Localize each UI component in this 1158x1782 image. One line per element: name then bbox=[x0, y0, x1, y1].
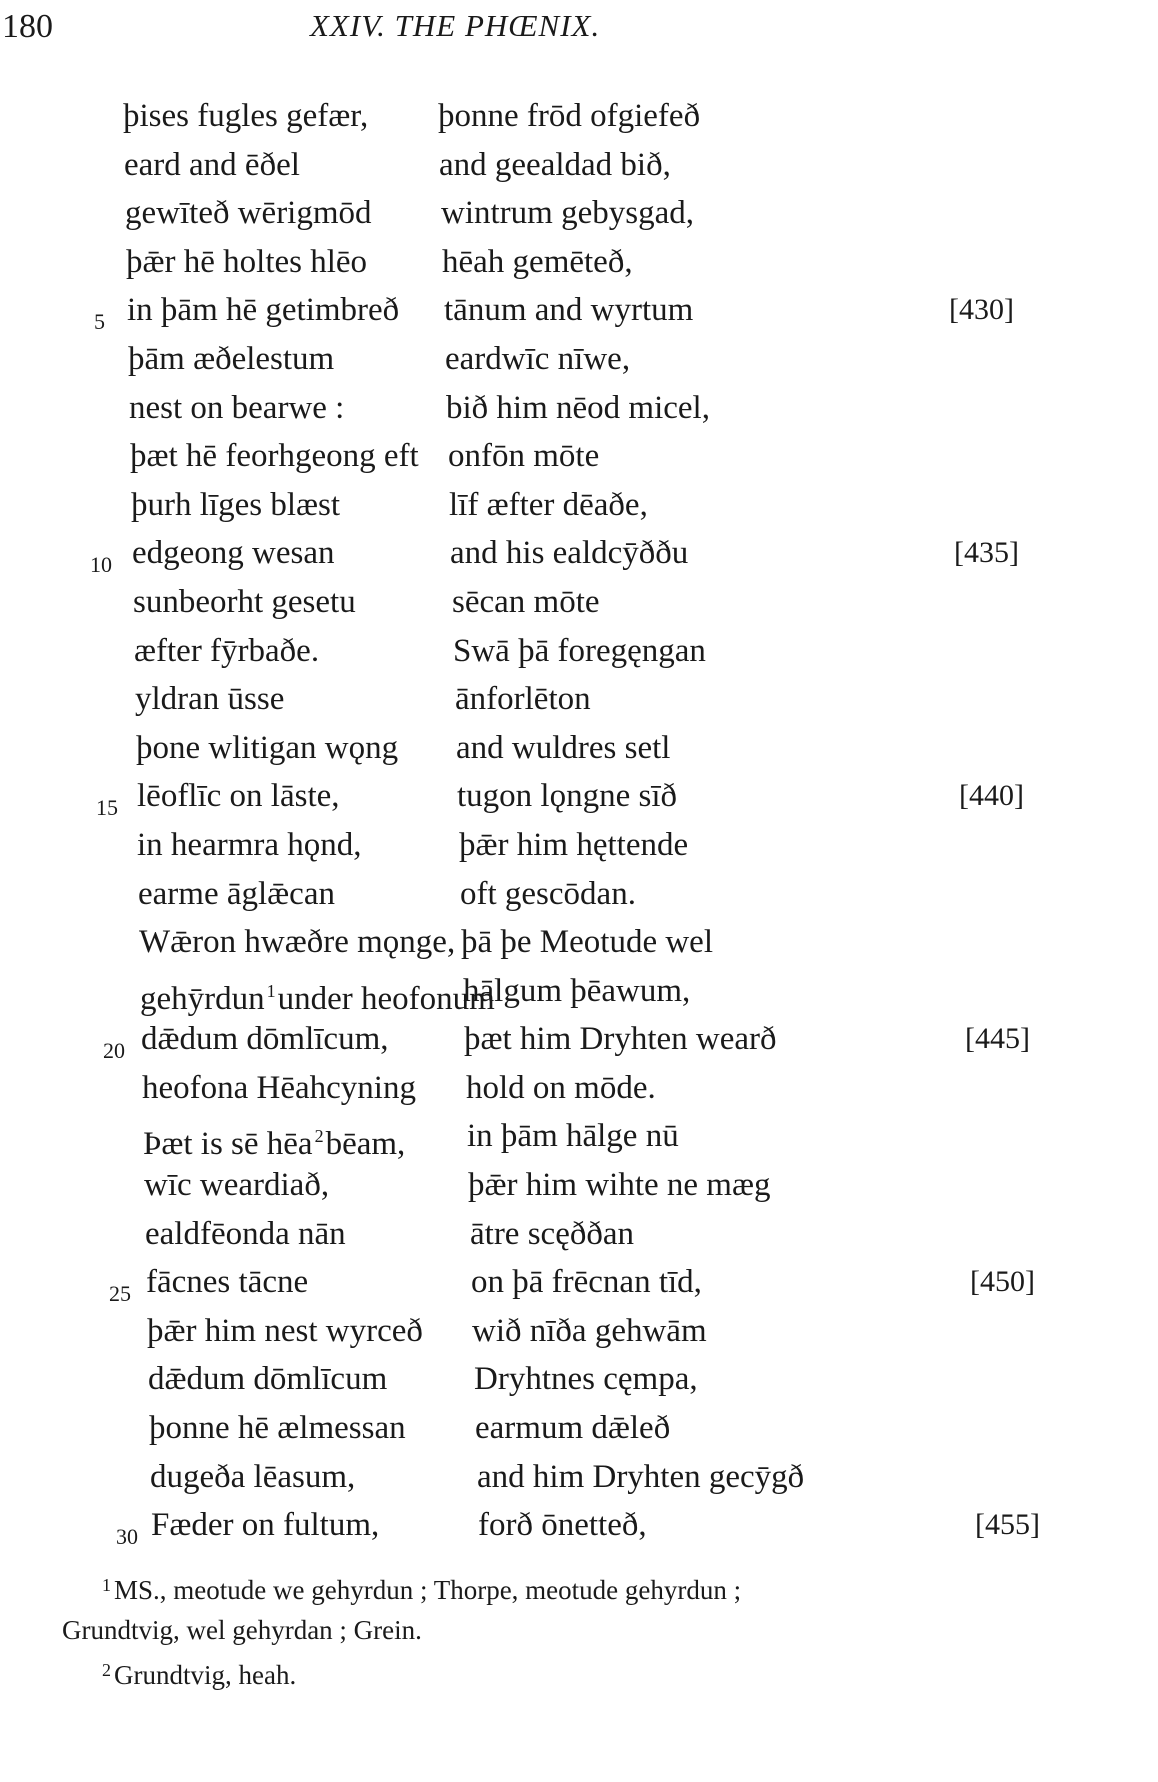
first-half-text: in hearmra hǫnd, bbox=[137, 826, 362, 863]
second-half-line: līf æfter dēaðe, bbox=[449, 486, 648, 523]
verse-line bbox=[0, 1015, 1158, 1064]
first-half-text: þǣr him nest wyrceð bbox=[147, 1312, 423, 1349]
line-number: 5 bbox=[94, 309, 105, 335]
verse-line bbox=[0, 1453, 1158, 1502]
line-number: 15 bbox=[96, 795, 118, 821]
second-half-line: bið him nēod micel, bbox=[446, 389, 710, 426]
first-half-text: þises fugles gefær, bbox=[123, 98, 369, 134]
second-half-line: in þām hālge nū bbox=[467, 1118, 679, 1155]
poem-body bbox=[0, 92, 1158, 1550]
verse-line bbox=[0, 967, 1158, 1016]
verse-line bbox=[0, 772, 1158, 821]
line-number: 10 bbox=[90, 552, 112, 578]
first-half-text: Þæt is sē hēa bbox=[143, 1126, 313, 1163]
running-title: XXIV. THE PHŒNIX. bbox=[310, 8, 601, 43]
second-half-line: onfōn mōte bbox=[448, 438, 600, 475]
verse-line bbox=[0, 92, 1158, 141]
first-half-text: heofona Hēahcyning bbox=[142, 1069, 416, 1106]
second-half-line: þā þe Meotude wel bbox=[461, 924, 713, 961]
second-half-line: hālgum þēawum, bbox=[463, 972, 691, 1009]
first-half-line bbox=[124, 141, 300, 189]
line-number: 30 bbox=[116, 1524, 138, 1550]
first-half-line bbox=[135, 675, 284, 723]
first-half-line bbox=[143, 1112, 405, 1168]
edition-line-number: [430] bbox=[949, 293, 1014, 327]
first-half-line bbox=[126, 238, 367, 286]
first-half-line bbox=[136, 724, 398, 772]
first-half-line bbox=[123, 92, 368, 140]
first-half-text: nest on bearwe : bbox=[129, 389, 345, 426]
first-half-line bbox=[130, 432, 419, 480]
footnote-1-text: MS., meotude we gehyrdun ; Thorpe, meotude gehyrdun ; bbox=[114, 1575, 742, 1605]
second-half-line: and geealdad bið, bbox=[439, 146, 671, 183]
first-half-line bbox=[144, 1161, 329, 1209]
first-half-text: yldran ūsse bbox=[135, 681, 285, 718]
edition-line-number: [445] bbox=[965, 1022, 1030, 1056]
first-half-text: ealdfēonda nān bbox=[145, 1215, 346, 1252]
first-half-line bbox=[128, 335, 334, 383]
first-half-line bbox=[134, 627, 319, 675]
footnote-2 bbox=[62, 1650, 1092, 1695]
first-half-text-continued: under heofonum bbox=[277, 980, 495, 1017]
first-half-line bbox=[129, 384, 344, 432]
verse-line bbox=[0, 481, 1158, 530]
verse-line bbox=[0, 189, 1158, 238]
second-half-line: forð ōnetteð, bbox=[478, 1507, 647, 1544]
footnote-reference: 2 bbox=[314, 1126, 324, 1147]
verse-line bbox=[0, 335, 1158, 384]
first-half-text: þām æðelestum bbox=[128, 340, 335, 377]
first-half-text: dǣdum dōmlīcum bbox=[148, 1361, 388, 1398]
verse-line bbox=[0, 870, 1158, 919]
verse-line bbox=[0, 578, 1158, 627]
first-half-line bbox=[137, 772, 340, 820]
first-half-line bbox=[127, 286, 399, 334]
first-half-text: þǣr hē holtes hlēo bbox=[126, 243, 368, 280]
footnote-reference: 1 bbox=[266, 980, 276, 1001]
first-half-line bbox=[138, 870, 335, 918]
verse-line bbox=[0, 1501, 1158, 1550]
verse-line bbox=[0, 724, 1158, 773]
first-half-text: dugeða lēasum, bbox=[150, 1458, 356, 1495]
first-half-line bbox=[131, 481, 340, 529]
second-half-line: Swā þā foregęngan bbox=[453, 632, 706, 669]
footnote-1-marker: 1 bbox=[102, 1575, 111, 1595]
verse-line bbox=[0, 432, 1158, 481]
verse-line bbox=[0, 1355, 1158, 1404]
second-half-line: and his ealdcȳððu bbox=[450, 535, 689, 572]
second-half-line: tānum and wyrtum bbox=[444, 292, 694, 329]
first-half-text: þonne hē ælmessan bbox=[149, 1410, 406, 1447]
second-half-line: þæt him Dryhten wearð bbox=[464, 1021, 777, 1058]
second-half-line: wið nīða gehwām bbox=[472, 1312, 707, 1349]
second-half-line: ānforlēton bbox=[455, 681, 591, 718]
edition-line-number: [450] bbox=[970, 1265, 1035, 1299]
first-half-text: fācnes tācne bbox=[146, 1264, 309, 1301]
verse-line bbox=[0, 1161, 1158, 1210]
second-half-line: on þā frēcnan tīd, bbox=[471, 1264, 702, 1301]
second-half-line: earmum dǣleð bbox=[475, 1410, 671, 1447]
verse-line bbox=[0, 1307, 1158, 1356]
first-half-text: sunbeorht gesetu bbox=[133, 583, 356, 620]
verse-line bbox=[0, 675, 1158, 724]
second-half-line: þonne frōd ofgiefeð bbox=[438, 98, 701, 134]
verse-line bbox=[0, 627, 1158, 676]
first-half-line bbox=[142, 1064, 416, 1112]
first-half-text: þone wlitigan wǫng bbox=[136, 729, 399, 766]
first-half-line bbox=[150, 1453, 355, 1501]
first-half-line bbox=[133, 578, 356, 626]
second-half-line: tugon lǫngne sīð bbox=[457, 778, 677, 815]
edition-line-number: [440] bbox=[959, 779, 1024, 813]
first-half-line bbox=[149, 1404, 406, 1452]
page-header bbox=[0, 8, 1158, 48]
second-half-line: ātre scęððan bbox=[470, 1215, 634, 1252]
verse-line bbox=[0, 286, 1158, 335]
first-half-text: gewīteð wērigmōd bbox=[125, 195, 372, 232]
second-half-line: oft gescōdan. bbox=[460, 875, 636, 912]
first-half-line bbox=[141, 1015, 389, 1063]
second-half-line: þǣr him wihte ne mæg bbox=[468, 1167, 771, 1204]
first-half-line bbox=[151, 1501, 379, 1549]
first-half-text: dǣdum dōmlīcum, bbox=[141, 1021, 389, 1058]
first-half-line bbox=[146, 1258, 308, 1306]
verse-line bbox=[0, 529, 1158, 578]
first-half-line bbox=[145, 1210, 346, 1258]
verse-line bbox=[0, 1258, 1158, 1307]
verse-line bbox=[0, 1064, 1158, 1113]
first-half-text: earme āglǣcan bbox=[138, 875, 335, 912]
first-half-text: edgeong wesan bbox=[132, 535, 335, 572]
second-half-line: and wuldres setl bbox=[456, 729, 671, 766]
first-half-text: eard and ēðel bbox=[124, 146, 300, 183]
first-half-text: Fæder on fultum, bbox=[151, 1507, 380, 1544]
footnote-2-marker: 2 bbox=[102, 1660, 111, 1680]
verse-line bbox=[0, 1210, 1158, 1259]
second-half-line: hēah gemēteð, bbox=[442, 243, 633, 280]
second-half-line: þǣr him hęttende bbox=[459, 826, 689, 863]
edition-line-number: [455] bbox=[975, 1508, 1040, 1542]
second-half-line: sēcan mōte bbox=[452, 583, 600, 620]
footnote-1-continuation bbox=[62, 1610, 1092, 1650]
first-half-line bbox=[125, 189, 372, 237]
first-half-text: æfter fȳrbaðe. bbox=[134, 632, 320, 669]
footnotes bbox=[62, 1565, 1092, 1695]
first-half-line bbox=[140, 967, 495, 1023]
first-half-text: in þām hē getimbreð bbox=[127, 292, 400, 329]
footnote-1-text-cont: Grundtvig, wel gehyrdan ; Grein. bbox=[62, 1615, 422, 1645]
verse-line bbox=[0, 821, 1158, 870]
verse-line bbox=[0, 141, 1158, 190]
first-half-text: Wǣron hwæðre mǫnge, bbox=[139, 924, 456, 961]
second-half-line: wintrum gebysgad, bbox=[441, 195, 694, 232]
first-half-text: lēoflīc on lāste, bbox=[137, 778, 340, 815]
first-half-line bbox=[137, 821, 362, 869]
second-half-line: hold on mōde. bbox=[466, 1069, 656, 1106]
first-half-line bbox=[148, 1355, 387, 1403]
second-half-line: Dryhtnes cęmpa, bbox=[474, 1361, 698, 1398]
page-number: 180 bbox=[2, 8, 53, 45]
first-half-text: wīc weardiað, bbox=[144, 1167, 330, 1204]
verse-line bbox=[0, 918, 1158, 967]
verse-line bbox=[0, 384, 1158, 433]
first-half-line bbox=[132, 529, 335, 577]
verse-line bbox=[0, 1112, 1158, 1161]
first-half-line bbox=[139, 918, 455, 966]
edition-line-number: [435] bbox=[954, 536, 1019, 570]
first-half-text-continued: bēam, bbox=[325, 1126, 406, 1163]
footnote-1 bbox=[62, 1565, 1092, 1610]
second-half-line: eardwīc nīwe, bbox=[445, 340, 631, 377]
footnote-2-text: Grundtvig, heah. bbox=[114, 1660, 297, 1690]
verse-line bbox=[0, 1404, 1158, 1453]
verse-line bbox=[0, 238, 1158, 287]
line-number: 20 bbox=[103, 1038, 125, 1064]
first-half-text: þæt hē feorhgeong eft bbox=[130, 438, 419, 475]
line-number: 25 bbox=[109, 1281, 131, 1307]
first-half-line bbox=[147, 1307, 423, 1355]
first-half-text: gehȳrdun bbox=[140, 980, 265, 1017]
second-half-line: and him Dryhten gecȳgð bbox=[477, 1458, 805, 1495]
first-half-text: þurh līges blæst bbox=[131, 486, 341, 523]
